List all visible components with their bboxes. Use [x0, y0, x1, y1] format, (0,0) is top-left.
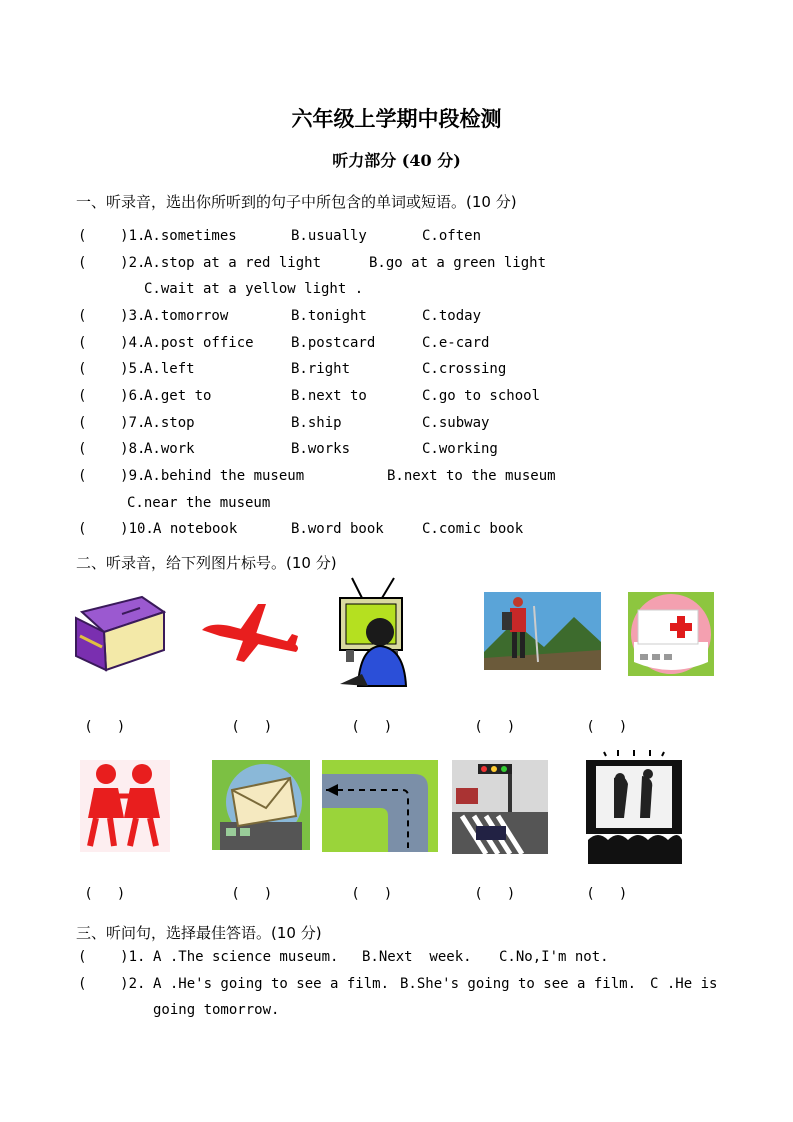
- q8-option-c: C.working: [422, 441, 498, 457]
- page-subtitle: 听力部分 (40 分): [332, 151, 461, 170]
- q6-option-c: C.go to school: [422, 388, 541, 404]
- q3-option-c: C.today: [422, 308, 482, 324]
- q3-option-a: A.tomorrow: [144, 308, 229, 324]
- s3-q2-option-b: B.She's going to see a film.: [400, 976, 637, 992]
- hiker-mountains-icon: [484, 592, 601, 670]
- q2-option-c: C.wait at a yellow light .: [144, 281, 364, 297]
- q1-option-c: C.often: [422, 228, 482, 244]
- section-1-heading: 一、听录音，选出你所听到的句子中所包含的单词或短语。(10 分): [76, 193, 517, 211]
- dictionary-book-icon: [72, 592, 166, 676]
- picture-5-answer[interactable]: ( ): [588, 719, 626, 735]
- q1-option-b: B.usually: [291, 228, 367, 244]
- q6-option-a: A.get to: [144, 388, 212, 404]
- traffic-light-crossing-icon: [452, 760, 548, 854]
- q7-option-c: C.subway: [422, 415, 490, 431]
- q4-option-a: A.post office: [144, 335, 254, 351]
- picture-9-answer[interactable]: ( ): [476, 886, 514, 902]
- q7-option-b: B.ship: [291, 415, 342, 431]
- q6-option-b: B.next to: [291, 388, 367, 404]
- picture-10-answer[interactable]: ( ): [588, 886, 626, 902]
- q2-number: ( )2.: [78, 255, 146, 271]
- q8-option-a: A.work: [144, 441, 195, 457]
- q1-option-a: A.sometimes: [144, 228, 237, 244]
- two-children-walking-icon: [80, 760, 170, 852]
- q4-option-b: B.postcard: [291, 335, 376, 351]
- picture-2-answer[interactable]: ( ): [233, 719, 271, 735]
- q5-number: ( )5.: [78, 361, 146, 377]
- q8-option-b: B.works: [291, 441, 351, 457]
- q8-number: ( )8.: [78, 441, 146, 457]
- picture-7-answer[interactable]: ( ): [233, 886, 271, 902]
- q9-option-a: A.behind the museum: [144, 468, 305, 484]
- hospital-sign-icon: [628, 592, 714, 676]
- q4-number: ( )4.: [78, 335, 146, 351]
- airplane-icon: [200, 600, 304, 664]
- q5-option-c: C.crossing: [422, 361, 507, 377]
- s3-q2-option-c-continued: going tomorrow.: [153, 1002, 280, 1018]
- q3-option-b: B.tonight: [291, 308, 367, 324]
- q9-option-b: B.next to the museum: [387, 468, 556, 484]
- q10-option-b: B.word book: [291, 521, 384, 537]
- s3-q1-option-a: A .The science museum.: [153, 949, 339, 965]
- q6-number: ( )6.: [78, 388, 146, 404]
- q10-number: ( )10.: [78, 521, 154, 537]
- q10-option-a: A notebook: [153, 521, 238, 537]
- q7-option-a: A.stop: [144, 415, 195, 431]
- picture-8-answer[interactable]: ( ): [353, 886, 391, 902]
- q3-number: ( )3.: [78, 308, 146, 324]
- s3-q1-option-c: C.No,I'm not.: [499, 949, 609, 965]
- s3-q2-option-c: C .He is: [650, 976, 718, 992]
- s3-q1-option-b: B.Next week.: [362, 949, 472, 965]
- page-title: 六年级上学期中段检测: [291, 106, 502, 131]
- q10-option-c: C.comic book: [422, 521, 524, 537]
- q9-number: ( )9.: [78, 468, 146, 484]
- q2-option-a: A.stop at a red light: [144, 255, 322, 271]
- boy-watching-tv-icon: [332, 576, 414, 688]
- cinema-screen-icon: [584, 748, 684, 864]
- picture-4-answer[interactable]: ( ): [476, 719, 514, 735]
- q5-option-b: B.right: [291, 361, 351, 377]
- letter-envelope-icon: [212, 760, 310, 850]
- q2-option-b: B.go at a green light: [369, 255, 547, 271]
- section-3-heading: 三、听问句，选择最佳答语。(10 分): [76, 924, 322, 942]
- q7-number: ( )7.: [78, 415, 146, 431]
- s3-q1-number: ( )1.: [78, 949, 146, 965]
- q5-option-a: A.left: [144, 361, 195, 377]
- s3-q2-option-a: A .He's going to see a film.: [153, 976, 390, 992]
- road-turn-arrow-icon: [322, 760, 438, 852]
- section-2-heading: 二、听录音，给下列图片标号。(10 分): [76, 554, 337, 572]
- picture-3-answer[interactable]: ( ): [353, 719, 391, 735]
- s3-q2-number: ( )2.: [78, 976, 146, 992]
- q1-number: ( )1.: [78, 228, 146, 244]
- picture-1-answer[interactable]: ( ): [86, 719, 124, 735]
- picture-6-answer[interactable]: ( ): [86, 886, 124, 902]
- q4-option-c: C.e-card: [422, 335, 490, 351]
- q9-option-c: C.near the museum: [127, 495, 271, 511]
